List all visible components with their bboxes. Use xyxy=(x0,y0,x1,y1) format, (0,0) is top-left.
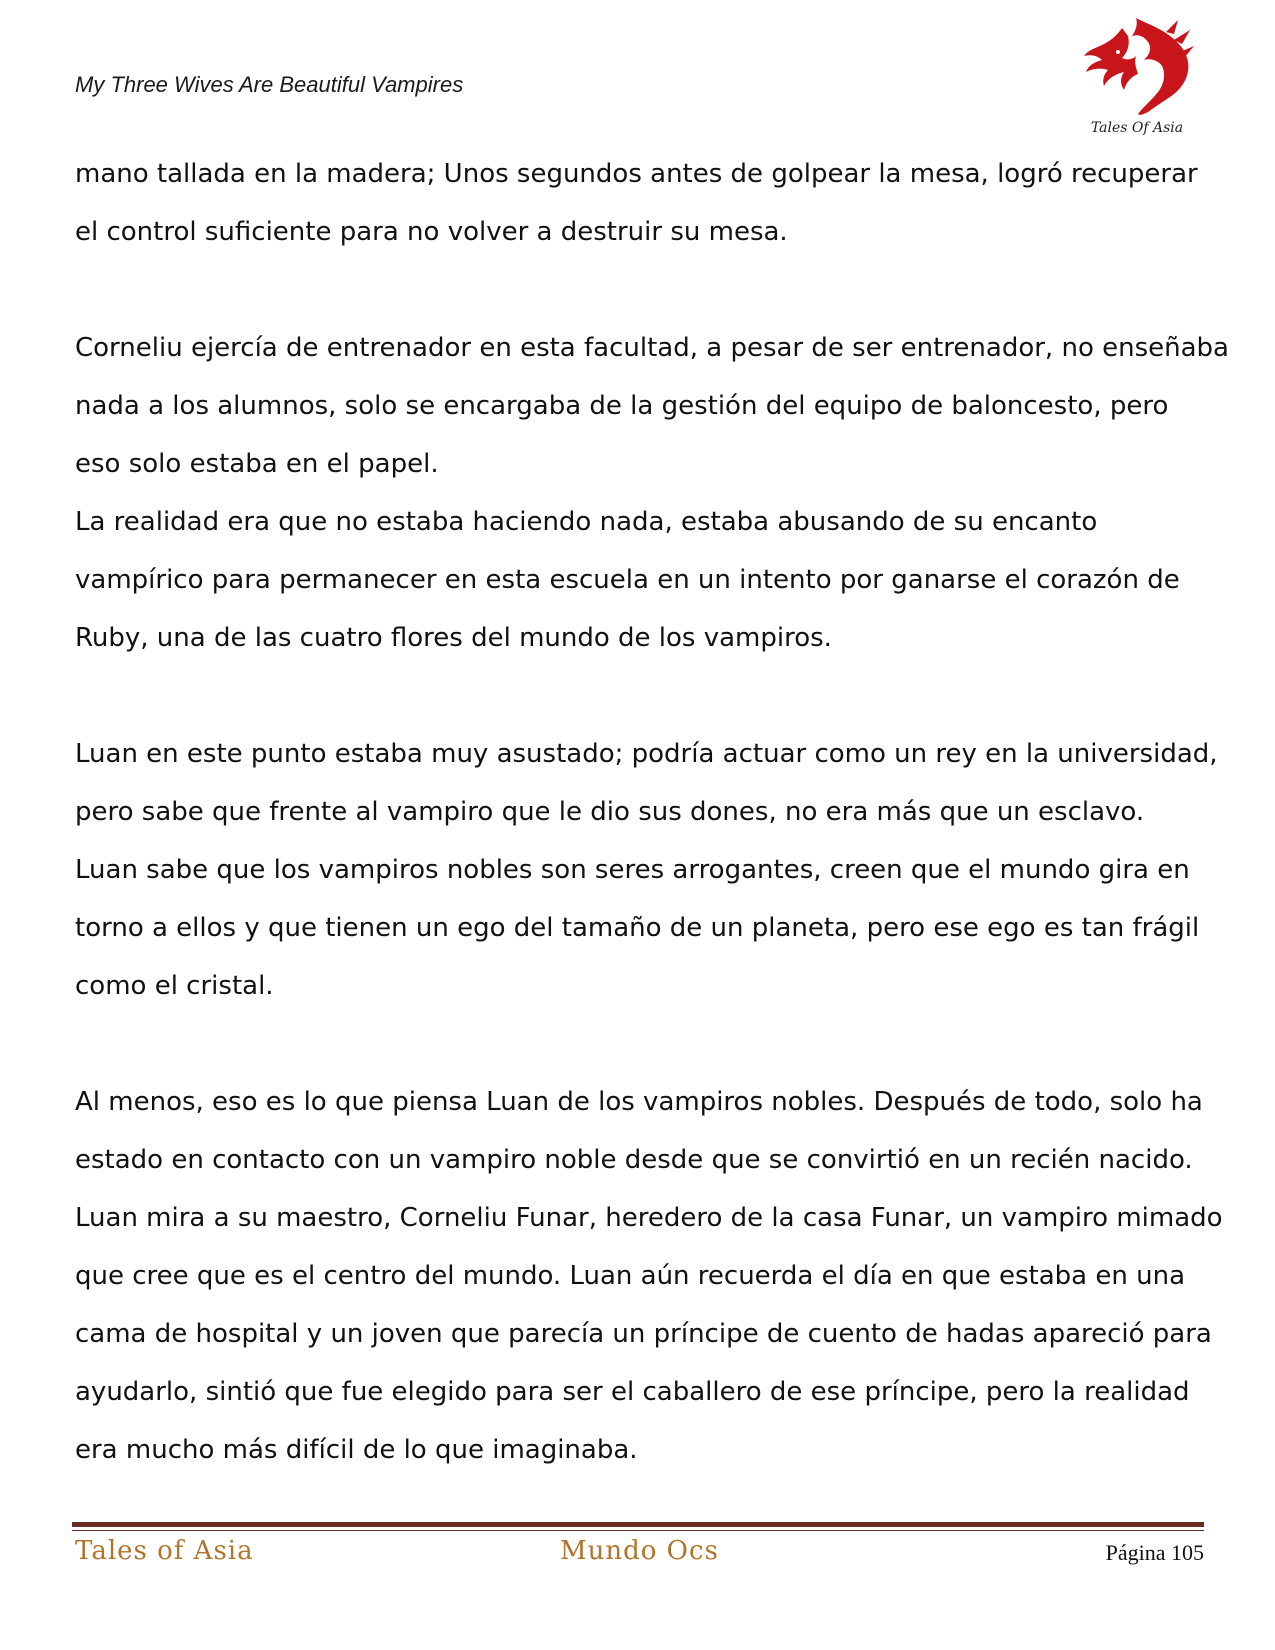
text-line: cama de hospital y un joven que parecía un príncipe de cuento de hadas apareció para xyxy=(75,1319,1212,1349)
text-line: torno a ellos y que tienen un ego del tamaño de un planeta, pero ese ego es tan frágil xyxy=(75,913,1200,943)
text-line: vampírico para permanecer en esta escuela en un intento por ganarse el corazón de xyxy=(75,565,1180,595)
text-line: estado en contacto con un vampiro noble desde que se convirtió en un recién nacido. xyxy=(75,1145,1193,1175)
page-body xyxy=(75,145,1229,1479)
paragraph-2 xyxy=(75,319,1229,667)
text-line: La realidad era que no estaba haciendo nada, estaba abusando de su encanto xyxy=(75,507,1098,537)
text-line: Corneliu ejercía de entrenador en esta facultad, a pesar de ser entrenador, no enseñaba xyxy=(75,333,1229,363)
footer-section: Mundo Ocs xyxy=(560,1536,719,1566)
text-line: Luan en este punto estaba muy asustado; podría actuar como un rey en la universidad, xyxy=(75,739,1218,769)
footer-rule-thin xyxy=(72,1530,1204,1531)
paragraph-4 xyxy=(75,1073,1223,1479)
text-line: Luan mira a su maestro, Corneliu Funar, heredero de la casa Funar, un vampiro mimado xyxy=(75,1203,1223,1233)
tales-of-asia-logo xyxy=(1078,14,1196,136)
text-line: Luan sabe que los vampiros nobles son seres arrogantes, creen que el mundo gira en xyxy=(75,855,1190,885)
text-line: era mucho más difícil de lo que imaginaba. xyxy=(75,1435,638,1465)
text-line: ayudarlo, sintió que fue elegido para ser el caballero de ese príncipe, pero la realidad xyxy=(75,1377,1190,1407)
red-dragon-icon xyxy=(1078,14,1196,118)
logo-caption: Tales Of Asia xyxy=(1090,120,1184,136)
paragraph-1 xyxy=(75,145,1205,261)
text-line: Al menos, eso es lo que piensa Luan de los vampiros nobles. Después de todo, solo ha xyxy=(75,1087,1203,1117)
text-line: mano tallada en la madera; Unos segundos antes de golpear la mesa, logró recuperar xyxy=(75,159,1198,189)
text-line: pero sabe que frente al vampiro que le dio sus dones, no era más que un esclavo. xyxy=(75,797,1145,827)
text-line: el control suficiente para no volver a destruir su mesa. xyxy=(75,217,788,247)
page-number: Página 105 xyxy=(1105,1540,1204,1565)
text-line: eso solo estaba en el papel. xyxy=(75,449,439,479)
paragraph-3 xyxy=(75,725,1218,1015)
text-line: como el cristal. xyxy=(75,971,274,1001)
footer-rule-thick xyxy=(72,1522,1204,1527)
footer-publisher: Tales of Asia xyxy=(75,1536,254,1566)
text-line: Ruby, una de las cuatro flores del mundo de los vampiros. xyxy=(75,623,832,653)
text-line: nada a los alumnos, solo se encargaba de la gestión del equipo de baloncesto, pero xyxy=(75,391,1169,421)
text-line: que cree que es el centro del mundo. Luan aún recuerda el día en que estaba en una xyxy=(75,1261,1186,1291)
running-header-title: My Three Wives Are Beautiful Vampires xyxy=(75,72,464,97)
